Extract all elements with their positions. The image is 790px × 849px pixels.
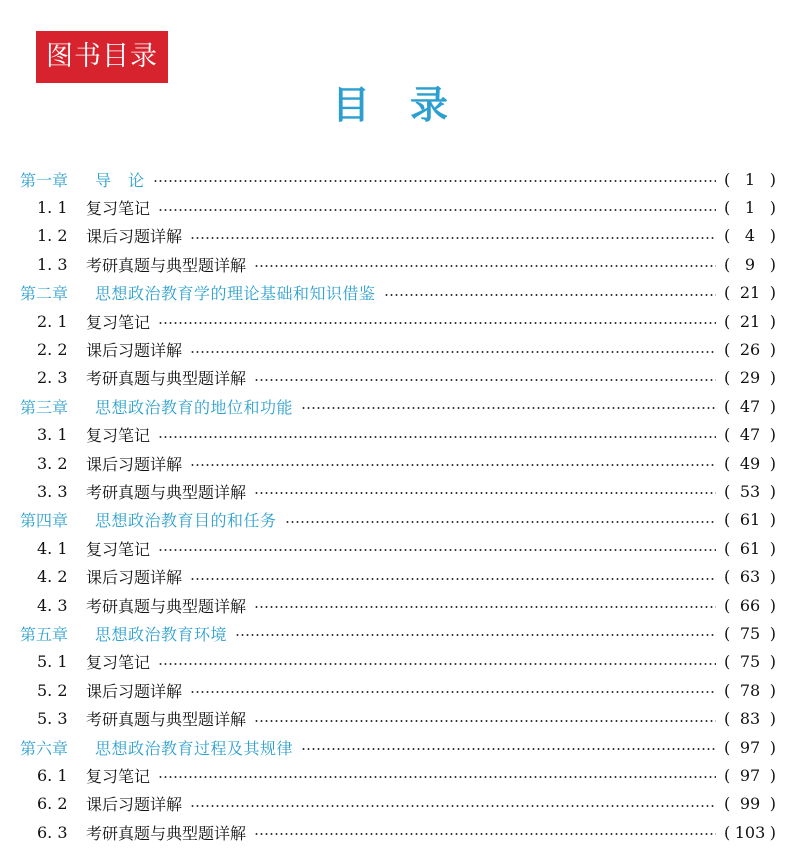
toc-section-row[interactable] bbox=[20, 534, 776, 562]
toc-page-number: ( 78 ) bbox=[724, 680, 776, 700]
toc-page-number: ( 47 ) bbox=[724, 425, 776, 445]
toc-entry-title: 思想政治教育的地位和功能 bbox=[95, 397, 294, 417]
toc-chapter-row[interactable] bbox=[20, 165, 776, 193]
toc-section-row[interactable] bbox=[20, 193, 776, 221]
dot-leader bbox=[254, 265, 716, 267]
dot-leader bbox=[254, 720, 716, 722]
toc-section-row[interactable] bbox=[20, 761, 776, 789]
toc-chapter-row[interactable] bbox=[20, 506, 776, 534]
dot-leader bbox=[254, 606, 716, 608]
toc-page-number: ( 21 ) bbox=[724, 311, 776, 331]
toc-entry-title: 考研真题与典型题详解 bbox=[86, 482, 247, 502]
toc-entry-number: 3. 3 bbox=[37, 481, 68, 501]
toc-page-number: ( 103 ) bbox=[724, 822, 776, 842]
toc-entry-number: 4. 2 bbox=[37, 567, 68, 587]
dot-leader bbox=[158, 436, 716, 438]
toc-chapter-row[interactable] bbox=[20, 733, 776, 761]
page-number-value: 47 bbox=[739, 425, 761, 445]
toc-page-number: ( 97 ) bbox=[724, 737, 776, 757]
toc-section-row[interactable] bbox=[20, 648, 776, 676]
page-number-value: 97 bbox=[739, 737, 761, 757]
dot-leader bbox=[254, 492, 716, 494]
page-number-value: 99 bbox=[739, 794, 761, 814]
dot-leader bbox=[158, 209, 716, 211]
toc-entry-title: 思想政治教育环境 bbox=[95, 624, 228, 644]
page-number-value: 9 bbox=[744, 254, 756, 274]
toc-entry-title: 课后习题详解 bbox=[86, 568, 183, 588]
page-number-value: 21 bbox=[739, 311, 761, 331]
page-number-value: 4 bbox=[744, 226, 756, 246]
toc-entry-number: 第三章 bbox=[20, 397, 69, 417]
page-number-value: 29 bbox=[739, 368, 761, 388]
toc-page-number: ( 83 ) bbox=[724, 709, 776, 729]
toc-page-number: ( 26 ) bbox=[724, 340, 776, 360]
dot-leader bbox=[158, 663, 716, 665]
toc-entry-number: 6. 1 bbox=[37, 765, 68, 785]
toc-section-row[interactable] bbox=[20, 818, 776, 846]
toc-entry-number: 第四章 bbox=[20, 511, 69, 531]
toc-section-row[interactable] bbox=[20, 704, 776, 732]
toc-page-number: ( 9 ) bbox=[724, 254, 776, 274]
page-number-value: 49 bbox=[739, 453, 761, 473]
page-number-value: 21 bbox=[739, 283, 761, 303]
page-number-value: 75 bbox=[739, 652, 761, 672]
toc-page-number: ( 47 ) bbox=[724, 396, 776, 416]
catalog-badge: 图书目录 bbox=[36, 31, 168, 83]
dot-leader bbox=[190, 464, 716, 466]
toc-section-row[interactable] bbox=[20, 591, 776, 619]
toc-entry-title: 复习笔记 bbox=[86, 653, 151, 673]
dot-leader bbox=[190, 578, 716, 580]
toc-page-number: ( 99 ) bbox=[724, 794, 776, 814]
toc-entry-number: 1. 3 bbox=[37, 254, 68, 274]
toc-page-number: ( 1 ) bbox=[724, 169, 776, 189]
toc-chapter-row[interactable] bbox=[20, 619, 776, 647]
toc-page-number: ( 63 ) bbox=[724, 567, 776, 587]
page-number-value: 26 bbox=[739, 340, 761, 360]
toc-page-number: ( 29 ) bbox=[724, 368, 776, 388]
toc-entry-number: 5. 2 bbox=[37, 680, 68, 700]
toc-entry-title: 复习笔记 bbox=[86, 426, 151, 446]
toc-entry-title: 考研真题与典型题详解 bbox=[86, 823, 247, 843]
toc-section-row[interactable] bbox=[20, 477, 776, 505]
toc-entry-number: 第六章 bbox=[20, 738, 69, 758]
toc-page-number: ( 61 ) bbox=[724, 510, 776, 530]
toc-entry-number: 5. 1 bbox=[37, 652, 68, 672]
toc-entry-title: 复习笔记 bbox=[86, 766, 151, 786]
toc-entry-title: 考研真题与典型题详解 bbox=[86, 255, 247, 275]
page-number-value: 83 bbox=[739, 709, 761, 729]
toc-page-number: ( 61 ) bbox=[724, 538, 776, 558]
toc-section-row[interactable] bbox=[20, 790, 776, 818]
page-number-value: 1 bbox=[744, 198, 756, 218]
page-number-value: 103 bbox=[734, 822, 766, 842]
toc-section-row[interactable] bbox=[20, 364, 776, 392]
dot-leader bbox=[158, 322, 716, 324]
toc-page-number: ( 66 ) bbox=[724, 595, 776, 615]
dot-leader bbox=[153, 180, 716, 182]
toc-section-row[interactable] bbox=[20, 335, 776, 363]
toc-entry-title: 复习笔记 bbox=[86, 539, 151, 559]
toc-page-number: ( 97 ) bbox=[724, 765, 776, 785]
toc-entry-title: 课后习题详解 bbox=[86, 454, 183, 474]
toc-entry-number: 3. 2 bbox=[37, 453, 68, 473]
toc-entry-number: 第二章 bbox=[20, 284, 69, 304]
dot-leader bbox=[254, 379, 716, 381]
toc-entry-title: 思想政治教育过程及其规律 bbox=[95, 738, 294, 758]
toc-page-number: ( 4 ) bbox=[724, 226, 776, 246]
page-number-value: 63 bbox=[739, 567, 761, 587]
dot-leader bbox=[301, 407, 716, 409]
page-number-value: 47 bbox=[739, 396, 761, 416]
dot-leader bbox=[285, 521, 716, 523]
dot-leader bbox=[190, 691, 716, 693]
toc-entry-title: 考研真题与典型题详解 bbox=[86, 369, 247, 389]
page-number-value: 75 bbox=[739, 623, 761, 643]
toc-page-number: ( 75 ) bbox=[724, 623, 776, 643]
toc-entry-number: 4. 3 bbox=[37, 595, 68, 615]
page-number-value: 61 bbox=[739, 538, 761, 558]
toc-entry-title: 复习笔记 bbox=[86, 199, 151, 219]
toc-section-row[interactable] bbox=[20, 307, 776, 335]
toc-page-number: ( 21 ) bbox=[724, 283, 776, 303]
toc-section-row[interactable] bbox=[20, 250, 776, 278]
dot-leader bbox=[384, 294, 716, 296]
dot-leader bbox=[254, 833, 716, 835]
toc-entry-title: 课后习题详解 bbox=[86, 227, 183, 247]
toc-chapter-row[interactable] bbox=[20, 392, 776, 420]
page-number-value: 53 bbox=[739, 481, 761, 501]
dot-leader bbox=[190, 805, 716, 807]
toc-entry-title: 课后习题详解 bbox=[86, 341, 183, 361]
dot-leader bbox=[190, 351, 716, 353]
toc-entry-title: 复习笔记 bbox=[86, 312, 151, 332]
toc-entry-number: 2. 1 bbox=[37, 311, 68, 331]
toc-entry-number: 6. 2 bbox=[37, 794, 68, 814]
toc-entry-number: 6. 3 bbox=[37, 822, 68, 842]
dot-leader bbox=[190, 237, 716, 239]
toc-section-row[interactable] bbox=[20, 676, 776, 704]
page-number-value: 78 bbox=[739, 680, 761, 700]
toc-page-number: ( 53 ) bbox=[724, 481, 776, 501]
toc-entry-number: 第一章 bbox=[20, 170, 69, 190]
page-number-value: 1 bbox=[744, 169, 756, 189]
page-number-value: 66 bbox=[739, 595, 761, 615]
toc-entry-title: 课后习题详解 bbox=[86, 795, 183, 815]
toc-section-row[interactable] bbox=[20, 222, 776, 250]
toc-entry-number: 2. 3 bbox=[37, 368, 68, 388]
toc-entry-number: 5. 3 bbox=[37, 709, 68, 729]
toc-entry-title: 课后习题详解 bbox=[86, 681, 183, 701]
toc-section-row[interactable] bbox=[20, 449, 776, 477]
toc-entry-title: 导 论 bbox=[95, 170, 145, 190]
dot-leader bbox=[158, 549, 716, 551]
dot-leader bbox=[235, 634, 716, 636]
page-title: 目录 bbox=[331, 82, 488, 127]
toc-entry-number: 4. 1 bbox=[37, 538, 68, 558]
page-number-value: 97 bbox=[739, 765, 761, 785]
toc-page-number: ( 75 ) bbox=[724, 652, 776, 672]
toc-entry-title: 思想政治教育学的理论基础和知识借鉴 bbox=[95, 284, 376, 304]
page-number-value: 61 bbox=[739, 510, 761, 530]
toc-page-number: ( 1 ) bbox=[724, 198, 776, 218]
toc-entry-number: 3. 1 bbox=[37, 425, 68, 445]
toc-entry-number: 第五章 bbox=[20, 624, 69, 644]
toc-entry-number: 2. 2 bbox=[37, 340, 68, 360]
toc-entry-number: 1. 2 bbox=[37, 226, 68, 246]
dot-leader bbox=[301, 748, 716, 750]
toc-chapter-row[interactable] bbox=[20, 279, 776, 307]
toc-section-row[interactable] bbox=[20, 562, 776, 590]
toc-entry-number: 1. 1 bbox=[37, 198, 68, 218]
toc-page-number: ( 49 ) bbox=[724, 453, 776, 473]
table-of-contents bbox=[20, 165, 776, 846]
toc-section-row[interactable] bbox=[20, 421, 776, 449]
toc-entry-title: 考研真题与典型题详解 bbox=[86, 596, 247, 616]
toc-entry-title: 思想政治教育目的和任务 bbox=[95, 511, 277, 531]
dot-leader bbox=[158, 776, 716, 778]
toc-entry-title: 考研真题与典型题详解 bbox=[86, 710, 247, 730]
